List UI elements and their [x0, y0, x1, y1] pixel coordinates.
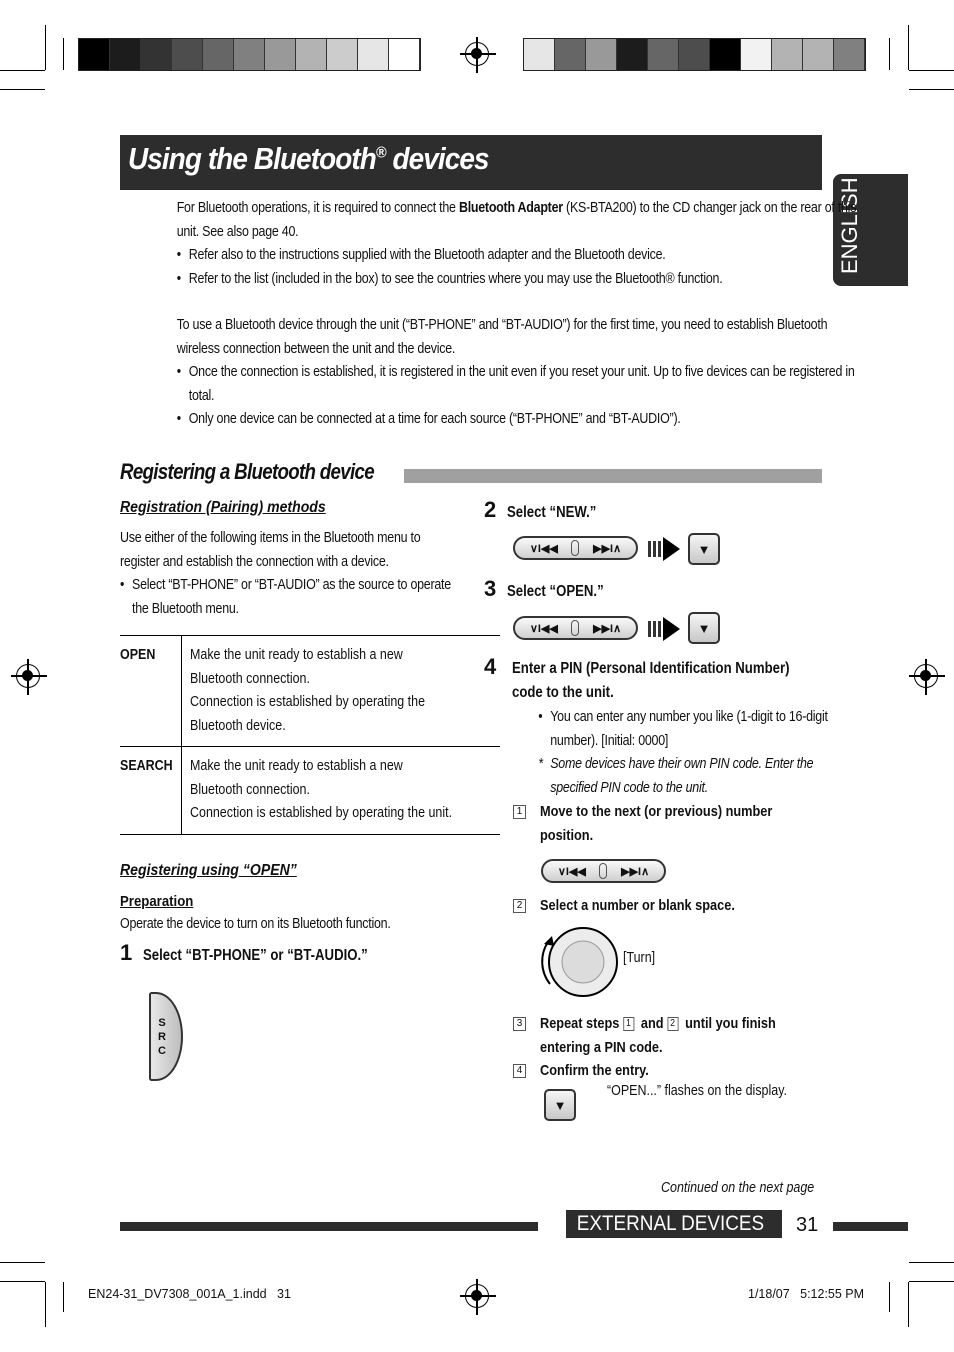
crop-mark [908, 25, 909, 70]
turn-label: [Turn] [623, 950, 656, 966]
src-letter: C [158, 1044, 166, 1057]
step-title: Select “OPEN.” [506, 583, 604, 600]
substep-text-part: Repeat steps [540, 1015, 623, 1032]
control-center-icon [571, 620, 579, 636]
arrow-icon [648, 531, 680, 567]
color-swatch [141, 39, 172, 70]
step-4-bullet: • You can enter any number you like (1-digit to 16-digit number). [Initial: 0000] [538, 706, 848, 753]
step-ref-number: 2 [667, 1017, 678, 1031]
substep-text [540, 1012, 829, 1059]
footer-rule-right [833, 1222, 908, 1231]
table-desc-line: Make the unit ready to establish a new Bluetooth connection. [190, 758, 404, 798]
table-key-open: OPEN [120, 636, 182, 747]
color-swatch [617, 39, 648, 70]
substep-text: Confirm the entry. [540, 1062, 649, 1079]
table-desc-line: Connection is established by operating the unit. [190, 805, 453, 821]
table-desc-open [182, 636, 501, 747]
table-row [120, 747, 500, 835]
crop-mark [889, 1282, 890, 1312]
table-key-search: SEARCH [120, 747, 182, 835]
intro-text: (KS-BTA200) to the CD changer jack on the rear of this unit. See also page 40. [176, 200, 857, 240]
flash-text: “OPEN...” flashes on the display. [607, 1083, 787, 1099]
language-tab-label: ENGLISH [837, 177, 862, 274]
prev-control-icon: ∨I◀◀ [529, 542, 558, 555]
next-control-icon: ▶▶I∧ [593, 622, 622, 635]
substep-number: 1 [513, 805, 526, 819]
preparation-text: Operate the device to turn on its Bluetooth function. [120, 915, 391, 932]
control-dial[interactable] [513, 616, 638, 640]
section-heading-rule [404, 469, 822, 483]
continued-note: Continued on the next page [661, 1180, 815, 1196]
down-arrow-icon: ▼ [697, 620, 711, 636]
table-row [120, 636, 500, 747]
substep-number: 2 [513, 899, 526, 913]
color-bar-left [78, 38, 421, 71]
crop-mark [0, 1281, 45, 1282]
down-arrow-icon: ▼ [697, 541, 711, 557]
substep-text-part: until you finish entering a PIN code. [540, 1015, 776, 1056]
crop-mark [909, 70, 954, 71]
step-title: Select “NEW.” [506, 504, 597, 521]
intro-text: For Bluetooth operations, it is required to connect the [176, 200, 459, 216]
registration-mark-icon [465, 1284, 489, 1308]
substep-text-part: and [637, 1015, 668, 1032]
color-swatch [710, 39, 741, 70]
crop-mark [889, 38, 890, 70]
color-swatch [586, 39, 617, 70]
step-2 [484, 497, 612, 523]
pairing-methods-bullet: • Select “BT-PHONE” or “BT-AUDIO” as the source to operate the Bluetooth menu. [120, 574, 460, 621]
substep-number: 3 [513, 1017, 526, 1031]
next-control-icon: ▶▶I∧ [621, 865, 650, 878]
substep-text: Select a number or blank space. [540, 897, 735, 914]
crop-mark [909, 1262, 954, 1263]
title-text-rest: devices [385, 141, 489, 176]
down-button[interactable] [688, 533, 720, 565]
step-title: Select “BT-PHONE” or “BT-AUDIO.” [142, 947, 368, 964]
preparation-label: Preparation [120, 892, 194, 910]
date-info: 1/18/07 5:12:55 PM [748, 1287, 865, 1301]
crop-mark [0, 70, 45, 71]
color-swatch [741, 39, 772, 70]
crop-mark [45, 25, 46, 70]
intro-bullet: • Refer also to the instructions supplied with the Bluetooth adapter and the Bluetooth device. [177, 244, 874, 268]
control-center-icon [571, 540, 579, 556]
step-1 [120, 940, 460, 966]
pairing-methods-text: Use either of the following items in the Bluetooth menu to register and establish the connection with a device. [120, 530, 421, 570]
substep-number: 4 [513, 1064, 526, 1078]
intro-paragraph-1 [177, 197, 874, 244]
step-ref-number: 1 [623, 1017, 634, 1031]
crop-mark [909, 1281, 954, 1282]
registration-mark-icon [465, 42, 489, 66]
color-swatch [358, 39, 389, 70]
title-registered-mark: ® [375, 144, 386, 162]
color-swatch [834, 39, 865, 70]
page-number: 31 [796, 1214, 819, 1236]
color-bar-right [523, 38, 866, 71]
asterisk-icon: * [538, 756, 543, 772]
step-3 [484, 576, 620, 602]
control-dial[interactable] [541, 859, 666, 883]
color-swatch [110, 39, 141, 70]
file-info: EN24-31_DV7308_001A_1.indd 31 [88, 1287, 291, 1301]
crop-mark [0, 89, 45, 90]
arrow-icon [648, 611, 680, 647]
prev-control-icon: ∨I◀◀ [529, 622, 558, 635]
color-swatch [79, 39, 110, 70]
confirm-down-button[interactable] [544, 1089, 576, 1121]
color-swatch [172, 39, 203, 70]
color-swatch [803, 39, 834, 70]
color-swatch [389, 39, 420, 70]
subheading-registering-open: Registering using “OPEN” [120, 861, 297, 879]
down-arrow-icon: ▼ [553, 1097, 567, 1113]
title-text: Using the Bluetooth [128, 141, 376, 176]
step-4-note [538, 753, 848, 800]
methods-table [120, 635, 500, 835]
intro-paragraph-2: To use a Bluetooth device through the unit (“BT-PHONE” and “BT-AUDIO”) for the first time, you need to establish Bluetooth wireless connection between the unit and the device. [176, 317, 828, 357]
page-title-bar [120, 135, 822, 190]
src-button[interactable] [149, 992, 183, 1081]
control-center-icon [599, 863, 607, 879]
color-swatch [265, 39, 296, 70]
color-swatch [679, 39, 710, 70]
rotary-knob[interactable] [538, 926, 620, 998]
src-letter: S [158, 1016, 166, 1029]
crop-mark [909, 89, 954, 90]
color-swatch [234, 39, 265, 70]
section-heading-text: Registering a Bluetooth device [120, 459, 374, 484]
step-4-note-text: Some devices have their own PIN code. Enter the specified PIN code to the unit. [550, 756, 814, 796]
subheading-pairing-methods: Registration (Pairing) methods [120, 499, 326, 516]
section-heading [120, 457, 822, 489]
step-number: 1 [120, 940, 133, 965]
substep-text: Move to the next (or previous) number position. [540, 803, 773, 844]
page-title [128, 141, 489, 177]
color-swatch [772, 39, 803, 70]
intro-bold-text: Bluetooth Adapter [458, 200, 563, 216]
crop-mark [908, 1282, 909, 1327]
intro-bullet: • Only one device can be connected at a time for each source (“BT-PHONE” and “BT-AUDIO”). [177, 408, 874, 432]
next-control-icon: ▶▶I∧ [593, 542, 622, 555]
crop-mark [63, 38, 64, 70]
step-number: 2 [484, 497, 497, 522]
color-swatch [296, 39, 327, 70]
crop-mark [63, 1282, 64, 1312]
table-desc-line: Make the unit ready to establish a new Bluetooth connection. [190, 647, 404, 687]
intro-bullet: • Once the connection is established, it is registered in the unit even if you reset your unit. Up to five devices can be registered in total. [177, 361, 874, 408]
crop-mark [45, 1282, 46, 1327]
step-number: 4 [484, 654, 497, 679]
step-4-details [513, 706, 828, 800]
left-column [120, 496, 460, 966]
step-number: 3 [484, 576, 497, 601]
src-letter: R [158, 1030, 166, 1043]
table-desc-search [182, 747, 501, 835]
registration-mark-icon [914, 664, 938, 688]
table-desc-line: Connection is established by operating the Bluetooth device. [190, 694, 426, 734]
footer-section-label [566, 1210, 782, 1238]
down-button[interactable] [688, 612, 720, 644]
color-swatch [203, 39, 234, 70]
footer-rule-left [120, 1222, 538, 1231]
footer-section-text: EXTERNAL DEVICES [576, 1212, 765, 1235]
registration-mark-icon [16, 664, 40, 688]
step-title: Enter a PIN (Personal Identification Number) code to the unit. [512, 660, 790, 701]
intro-bullet: • Refer to the list (included in the box) to see the countries where you may use the Bluetooth® function. [177, 268, 874, 292]
control-dial[interactable] [513, 536, 638, 560]
color-swatch [555, 39, 586, 70]
color-swatch [327, 39, 358, 70]
prev-control-icon: ∨I◀◀ [557, 865, 586, 878]
color-swatch [648, 39, 679, 70]
color-swatch [524, 39, 555, 70]
crop-mark [0, 1262, 45, 1263]
